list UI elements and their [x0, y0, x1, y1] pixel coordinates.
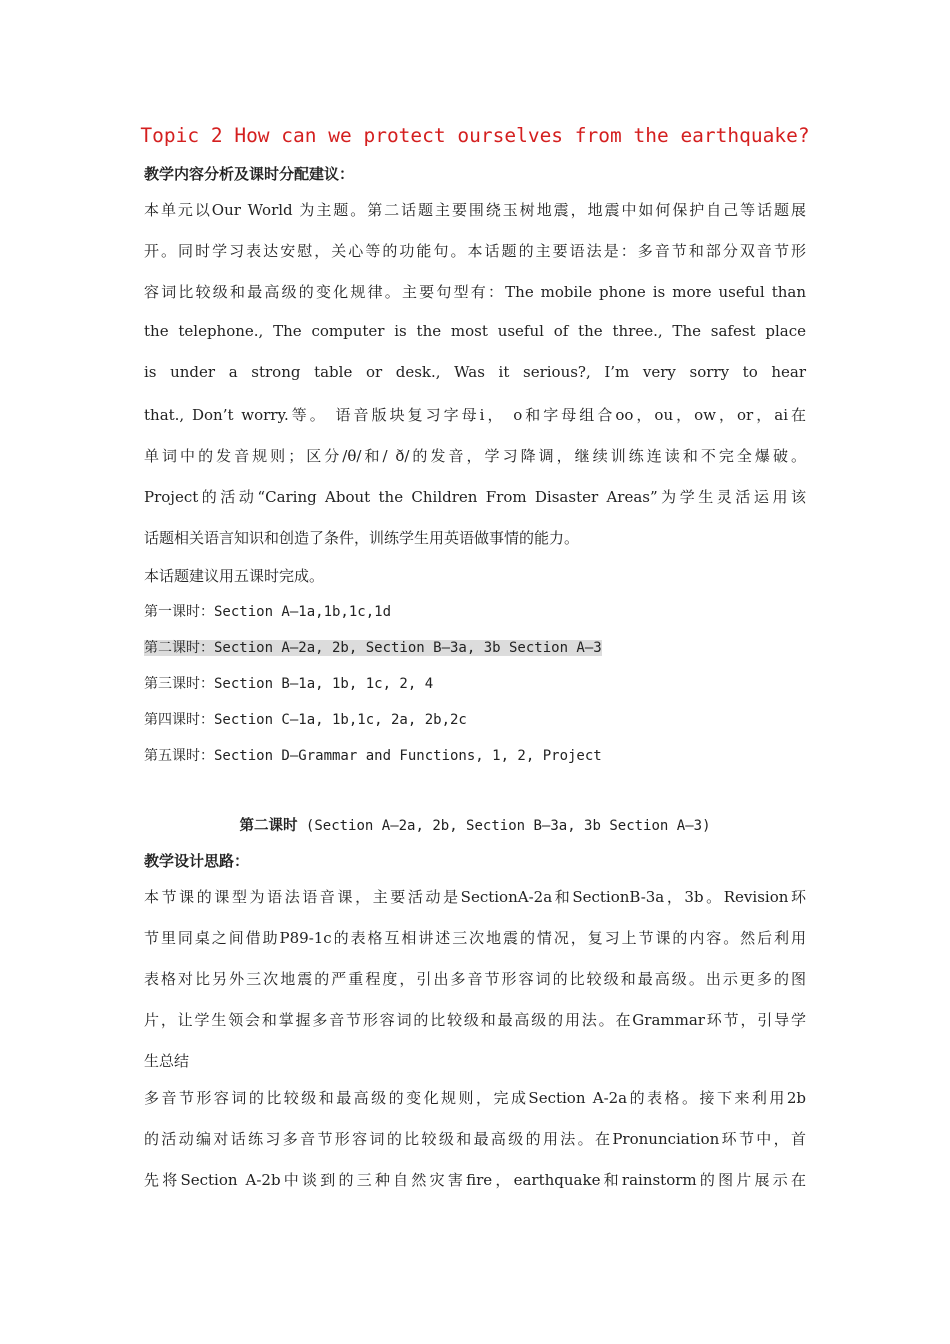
section-heading-analysis: 教学内容分析及课时分配建议： [144, 165, 355, 183]
analysis-line: 本单元以Our World 为主题。第二话题主要围绕玉树地震，地震中如何保护自己等话题展 [144, 201, 806, 219]
analysis-line: Project的活动“Caring About the Children From Disaster Areas”为学生灵活运用该 [144, 488, 806, 506]
design-line: 片，让学生领会和掌握多音节形容词的比较级和最高级的用法。在Grammar环节，引导学 [144, 1011, 806, 1029]
lesson-item: 第四课时：Section C—1a, 1b,1c, 2a, 2b,2c [144, 712, 467, 728]
design-line: 生总结 [144, 1052, 190, 1070]
lesson-item: 第三课时：Section B—1a, 1b, 1c, 2, 4 [144, 676, 434, 692]
lesson2-heading-sections: (Section A—2a, 2b, Section B—3a, 3b Section A—3) [297, 818, 711, 834]
design-line: 多音节形容词的比较级和最高级的变化规则，完成Section A-2a的表格。接下来利用2b [144, 1089, 806, 1107]
analysis-line: that., Don’t worry.等。 语音版块复习字母i， o和字母组合oo，ou，ow，or，ai在 [144, 406, 806, 424]
lesson-item-text: 第二课时：Section A—2a, 2b, Section B—3a, 3b Section A—3 [144, 640, 602, 656]
plan-intro: 本话题建议用五课时完成。 [144, 567, 325, 585]
design-line: 本节课的课型为语法语音课，主要活动是SectionA-2a和SectionB-3a，3b。Revision环 [144, 888, 806, 906]
analysis-line: 话题相关语言知识和创造了条件，训练学生用英语做事情的能力。 [144, 529, 580, 547]
design-line: 的活动编对话练习多音节形容词的比较级和最高级的用法。在Pronunciation环节中，首 [144, 1130, 806, 1148]
analysis-line: is under a strong table or desk., Was it serious?, I’m very sorry to hear [144, 363, 806, 381]
lesson-item: 第五课时：Section D—Grammar and Functions, 1, 2, Project [144, 748, 602, 764]
analysis-line: 开。同时学习表达安慰，关心等的功能句。本话题的主要语法是：多音节和部分双音节形 [144, 242, 806, 260]
lesson2-heading-bold: 第二课时 [239, 818, 298, 834]
lesson-item-highlighted [144, 637, 602, 657]
analysis-line: the telephone., The computer is the most useful of the three., The safest place [144, 322, 806, 340]
analysis-line: 容词比较级和最高级的变化规律。主要句型有：The mobile phone is more useful than [144, 283, 806, 301]
lesson2-heading [0, 814, 950, 835]
design-line: 表格对比另外三次地震的严重程度，引出多音节形容词的比较级和最高级。出示更多的图 [144, 970, 806, 988]
lesson-item: 第一课时：Section A—1a,1b,1c,1d [144, 604, 392, 620]
analysis-line: 单词中的发音规则；区分/θ/和/ ð/的发音，学习降调，继续训练连读和不完全爆破。 [144, 447, 806, 465]
section-heading-design: 教学设计思路： [144, 852, 250, 870]
design-line: 先将Section A-2b中谈到的三种自然灾害fire，earthquake和rainstorm的图片展示在 [144, 1171, 806, 1189]
design-line: 节里同桌之间借助P89-1c的表格互相讲述三次地震的情况，复习上节课的内容。然后利用 [144, 929, 806, 947]
document-title: Topic 2 How can we protect ourselves from the earthquake? [140, 124, 810, 147]
